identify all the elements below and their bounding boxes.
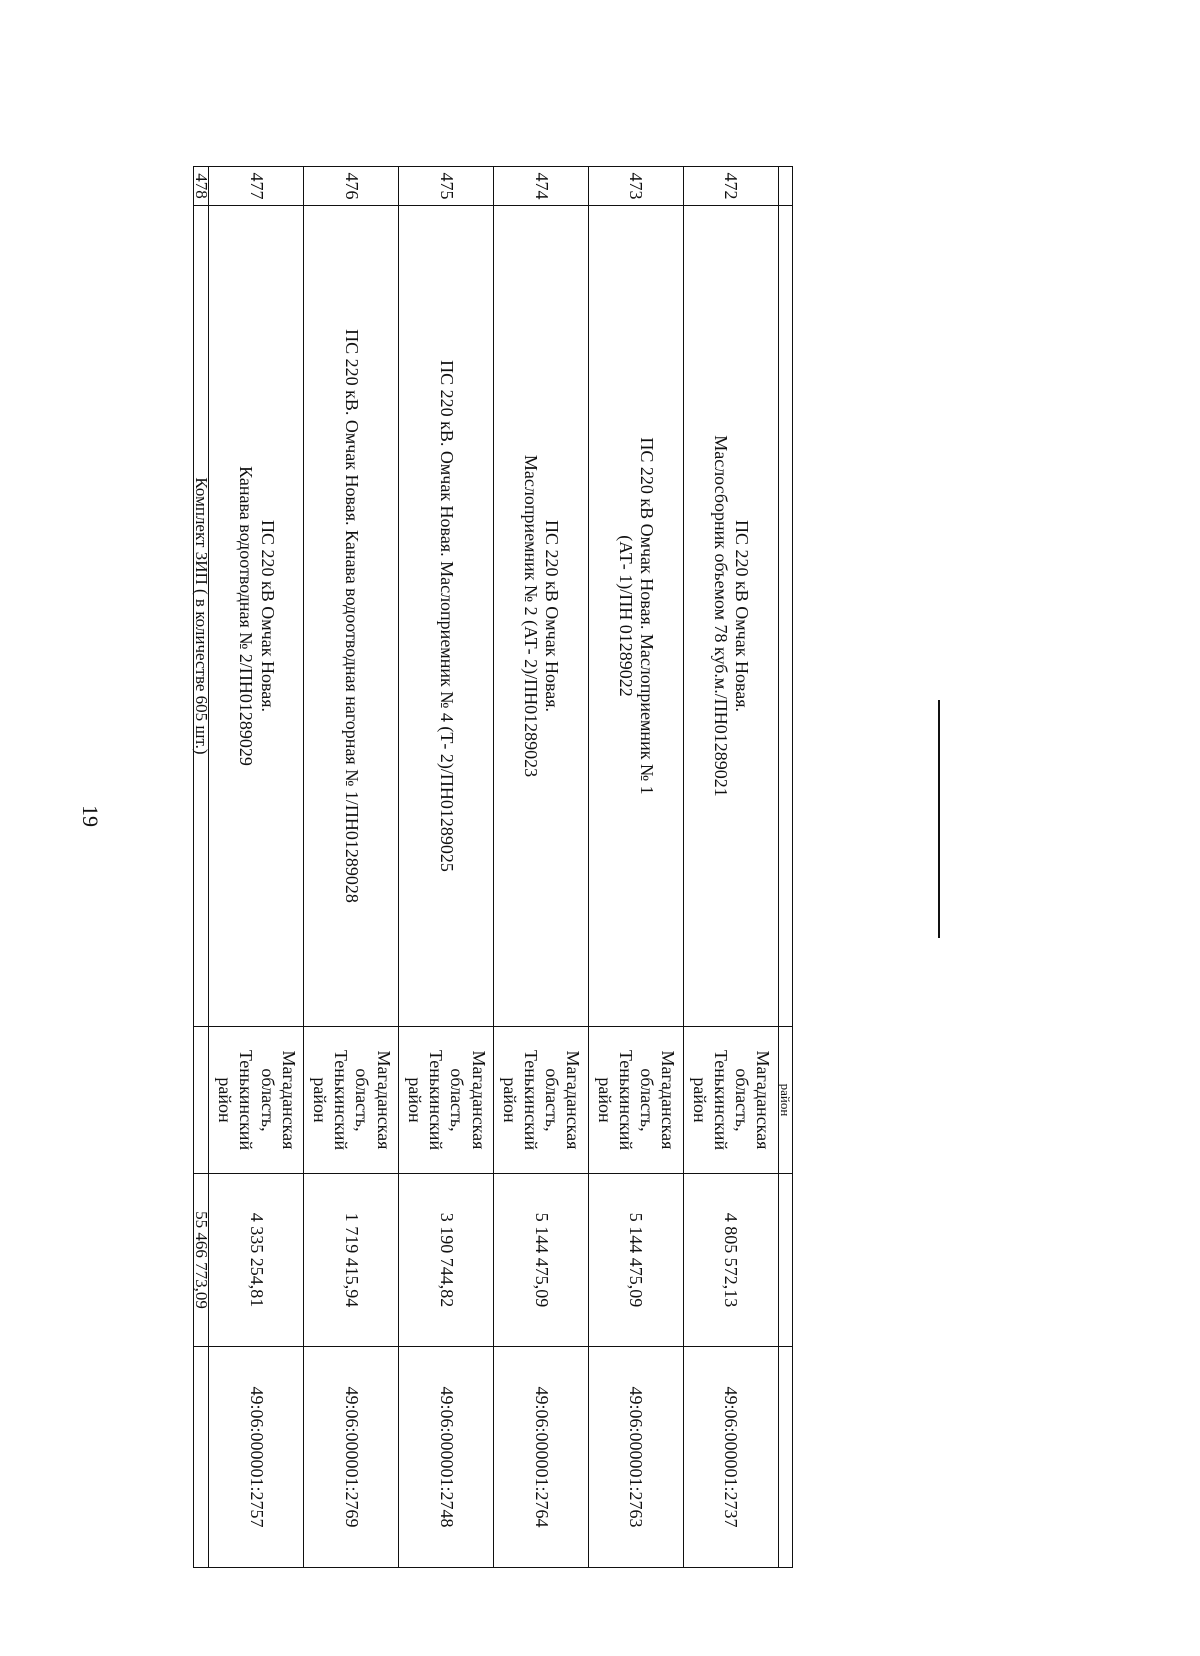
object-name-line: ПС 220 кВ. Омчак Новая. Канава водоотводная нагорная № 1/ПН01289028 — [341, 329, 362, 903]
region-line: область, — [637, 1068, 658, 1132]
region-cell — [304, 1027, 399, 1174]
cost-cell: 1 719 415,94 — [304, 1174, 399, 1347]
cadastral-number-cell: 49:06:000001:2748 — [399, 1347, 494, 1568]
object-name-cell — [209, 206, 304, 1027]
continuation-cost-cell — [778, 1174, 792, 1347]
separator-line — [938, 700, 940, 938]
table-row — [683, 167, 778, 1568]
region-line: район — [215, 1077, 236, 1123]
region-line: область, — [732, 1068, 753, 1132]
page-number: 19 — [78, 805, 103, 827]
table-row — [209, 167, 304, 1568]
region-cell — [494, 1027, 589, 1174]
object-name-line: ПС 220 кВ Омчак Новая. — [732, 520, 753, 712]
cadastral-number-cell: 49:06:000001:2763 — [588, 1347, 683, 1568]
cadastral-number-cell: 49:06:000001:2769 — [304, 1347, 399, 1568]
region-line: Магаданская — [563, 1050, 584, 1150]
region-cell — [399, 1027, 494, 1174]
region-line: область, — [447, 1068, 468, 1132]
region-line: Магаданская — [753, 1050, 774, 1150]
object-name-line: (АТ- 1)/ПН 01289022 — [615, 535, 636, 697]
total-cadastral-cell — [194, 1347, 209, 1568]
table-row — [494, 167, 589, 1568]
object-name-line: Канава водоотводная № 2/ПН01289029 — [236, 466, 257, 766]
region-line: район — [499, 1077, 520, 1123]
total-cost-cell: 55 466 773,09 — [194, 1174, 209, 1347]
region-line: Тенькинский — [615, 1049, 636, 1151]
region-line: Тенькинский — [331, 1049, 352, 1151]
table-continuation-row — [778, 167, 792, 1568]
object-name-line: Маслоприемник № 2 (АТ- 2)/ПН01289023 — [521, 454, 541, 778]
continuation-num-cell — [778, 167, 792, 206]
cost-cell: 4 335 254,81 — [209, 1174, 304, 1347]
cost-cell: 5 144 475,09 — [588, 1174, 683, 1347]
assets-table — [193, 166, 793, 1568]
object-name-cell — [304, 206, 399, 1027]
cost-cell: 5 144 475,09 — [494, 1174, 589, 1347]
object-name-cell — [494, 206, 589, 1027]
assets-table-container — [193, 166, 793, 1562]
cadastral-number-cell: 49:06:000001:2764 — [494, 1347, 589, 1568]
total-row — [194, 167, 209, 1568]
region-line: Тенькинский — [710, 1049, 731, 1151]
cost-cell: 3 190 744,82 — [399, 1174, 494, 1347]
object-name-cell — [588, 206, 683, 1027]
total-region-cell — [194, 1027, 209, 1174]
object-name-line: Маслосборник объемом 78 куб.м./ПН01289021 — [710, 435, 731, 797]
row-number-cell: 474 — [494, 167, 589, 206]
region-line: Магаданская — [468, 1050, 489, 1150]
continuation-region-cell: район — [778, 1027, 792, 1174]
region-line: область, — [257, 1068, 278, 1132]
region-line: Магаданская — [658, 1050, 679, 1150]
region-line: район — [309, 1077, 330, 1123]
cadastral-number-cell: 49:06:000001:2757 — [209, 1347, 304, 1568]
object-name-line: ПС 220 кВ Омчак Новая. — [257, 520, 278, 712]
row-number-cell: 476 — [304, 167, 399, 206]
row-number-cell: 473 — [588, 167, 683, 206]
region-line: район — [404, 1077, 425, 1123]
region-line: Тенькинский — [521, 1049, 541, 1151]
object-name-cell — [683, 206, 778, 1027]
table-row — [399, 167, 494, 1568]
object-name-line: ПС 220 кВ Омчак Новая. Маслоприемник № 1 — [637, 437, 658, 795]
region-cell — [683, 1027, 778, 1174]
continuation-name-cell — [778, 206, 792, 1027]
total-num-cell: 478 — [194, 167, 209, 206]
region-line: Тенькинский — [426, 1049, 447, 1151]
region-line: Магаданская — [373, 1050, 394, 1150]
table-row — [304, 167, 399, 1568]
region-cell — [588, 1027, 683, 1174]
region-line: область, — [542, 1068, 563, 1132]
row-number-cell: 472 — [683, 167, 778, 206]
region-line: Тенькинский — [236, 1049, 257, 1151]
row-number-cell: 477 — [209, 167, 304, 206]
region-cell — [209, 1027, 304, 1174]
region-line: Магаданская — [278, 1050, 299, 1150]
total-name-cell: Комплект ЗИП ( в количестве 605 шт.) — [194, 206, 209, 1027]
continuation-cadastral-cell — [778, 1347, 792, 1568]
region-line: район — [594, 1077, 615, 1123]
region-line: район — [689, 1077, 710, 1123]
row-number-cell: 475 — [399, 167, 494, 206]
table-row — [588, 167, 683, 1568]
object-name-line: ПС 220 кВ. Омчак Новая. Маслоприемник № 4 (Т- 2)/ПН01289025 — [436, 360, 457, 872]
cadastral-number-cell: 49:06:000001:2737 — [683, 1347, 778, 1568]
object-name-cell — [399, 206, 494, 1027]
cost-cell: 4 805 572,13 — [683, 1174, 778, 1347]
object-name-line: ПС 220 кВ Омчак Новая. — [542, 520, 563, 712]
region-line: область, — [352, 1068, 373, 1132]
